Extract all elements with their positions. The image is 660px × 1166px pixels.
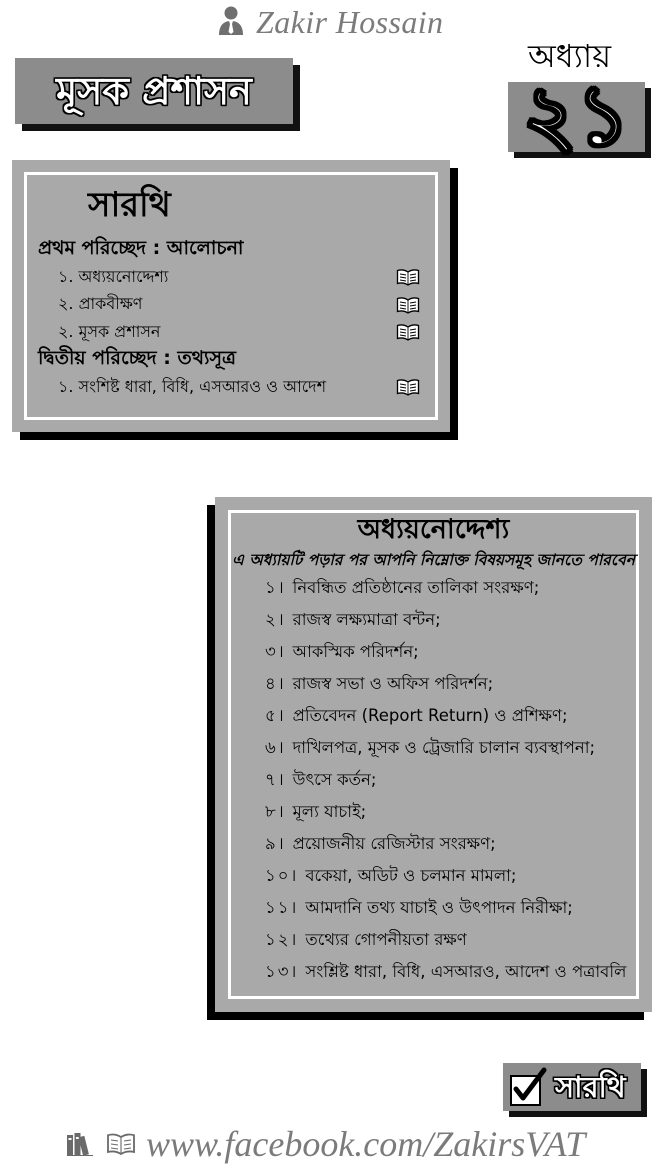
objective-item bbox=[265, 764, 627, 796]
objective-number: ৯। bbox=[265, 834, 286, 853]
objective-text: নিবন্ধিত প্রতিষ্ঠানের তালিকা সংরক্ষণ; bbox=[292, 578, 540, 597]
objective-item bbox=[265, 732, 627, 764]
person-icon bbox=[218, 5, 244, 39]
objective-number: ১। bbox=[265, 578, 286, 597]
contents-item bbox=[38, 374, 420, 402]
objective-item bbox=[265, 892, 627, 924]
objective-text: প্রয়োজনীয় রেজিস্টার সংরক্ষণ; bbox=[292, 834, 496, 853]
objective-item bbox=[265, 860, 627, 892]
footer bbox=[66, 1124, 626, 1164]
objective-item bbox=[265, 572, 627, 604]
objective-item bbox=[265, 956, 627, 988]
section-heading: প্রথম পরিচ্ছেদ : আলোচনা bbox=[38, 236, 244, 259]
open-book-icon bbox=[106, 1132, 136, 1156]
objective-item bbox=[265, 636, 627, 668]
objective-number: ৭। bbox=[265, 770, 286, 789]
objective-text: আমদানি তথ্য যাচাই ও উৎপাদন নিরীক্ষা; bbox=[305, 898, 573, 917]
contents-item-label: ২. প্রাকবীক্ষণ bbox=[58, 294, 143, 314]
objective-item bbox=[265, 700, 627, 732]
books-icon bbox=[66, 1132, 94, 1156]
objectives-list bbox=[265, 572, 627, 988]
objective-number: ২। bbox=[265, 610, 286, 629]
objective-number: ১০। bbox=[265, 866, 299, 885]
objective-number: ৪। bbox=[265, 674, 286, 693]
author-name: Zakir Hossain bbox=[256, 4, 444, 40]
facebook-link[interactable]: www.facebook.com/ZakirsVAT bbox=[146, 1124, 586, 1164]
objective-number: ৫। bbox=[265, 706, 286, 725]
checkbox-icon bbox=[509, 1067, 547, 1107]
objective-item bbox=[265, 828, 627, 860]
objective-number: ১২। bbox=[265, 930, 299, 949]
objective-number: ১৩। bbox=[265, 962, 299, 981]
objective-text: প্রতিবেদন (Report Return) ও প্রশিক্ষণ; bbox=[292, 706, 568, 725]
objective-item bbox=[265, 604, 627, 636]
objective-number: ৮। bbox=[265, 802, 286, 821]
objectives-title: অধ্যয়নোদ্দেশ্য bbox=[357, 514, 510, 545]
chapter-number: ২১ bbox=[523, 69, 630, 164]
book-icon bbox=[396, 296, 420, 314]
contents-list bbox=[38, 236, 420, 401]
objective-number: ১১। bbox=[265, 898, 299, 917]
objective-text: দাখিলপত্র, মূসক ও ট্রেজারি চালান ব্যবস্থাপনা; bbox=[292, 738, 596, 757]
book-icon bbox=[396, 323, 420, 341]
section-heading: দ্বিতীয় পরিচ্ছেদ : তথ্যসূত্র bbox=[38, 346, 237, 369]
author-header bbox=[218, 4, 443, 40]
objective-number: ৩। bbox=[265, 642, 286, 661]
contents-item bbox=[38, 291, 420, 319]
contents-item-label: ১. সংশিষ্ট ধারা, বিধি, এসআরও ও আদেশ bbox=[58, 376, 327, 396]
objective-text: রাজস্ব সভা ও অফিস পরিদর্শন; bbox=[292, 674, 494, 693]
objectives-subtitle: এ অধ্যায়টি পড়ার পর আপনি নিম্নোক্ত বিষয়সমূহ জানতে পারবেন bbox=[232, 551, 635, 569]
contents-item-label: ২. মূসক প্রশাসন bbox=[58, 321, 161, 341]
objective-text: তথ্যের গোপনীয়তা রক্ষণ bbox=[305, 930, 467, 949]
objective-text: আকস্মিক পরিদর্শন; bbox=[292, 642, 419, 661]
objective-item bbox=[265, 668, 627, 700]
objective-text: রাজস্ব লক্ষ্যমাত্রা বন্টন; bbox=[292, 610, 441, 629]
sarathi-badge bbox=[503, 1063, 641, 1111]
chapter-label: অধ্যায় bbox=[528, 37, 612, 75]
objective-number: ৬। bbox=[265, 738, 286, 757]
objective-text: উৎসে কর্তন; bbox=[292, 770, 377, 789]
badge-label: সারথি bbox=[555, 1070, 626, 1104]
objective-item bbox=[265, 924, 627, 956]
chapter-title: মূসক প্রশাসন bbox=[56, 69, 252, 113]
contents-item bbox=[38, 264, 420, 292]
contents-item-label: ১. অধ্যয়নোদ্দেশ্য bbox=[58, 266, 169, 286]
chapter-number-box bbox=[508, 69, 645, 164]
objective-text: মূল্য যাচাই; bbox=[292, 802, 367, 821]
objective-text: সংশ্লিষ্ট ধারা, বিধি, এসআরও, আদেশ ও পত্রাবলি bbox=[305, 962, 627, 981]
objective-item bbox=[265, 796, 627, 828]
contents-box bbox=[12, 160, 450, 432]
objectives-box bbox=[215, 497, 652, 1012]
contents-item bbox=[38, 319, 420, 347]
chapter-title-box bbox=[15, 58, 293, 124]
book-icon bbox=[396, 268, 420, 286]
contents-title: সারথি bbox=[88, 185, 171, 225]
objective-text: বকেয়া, অডিট ও চলমান মামলা; bbox=[305, 866, 517, 885]
book-icon bbox=[396, 378, 420, 396]
